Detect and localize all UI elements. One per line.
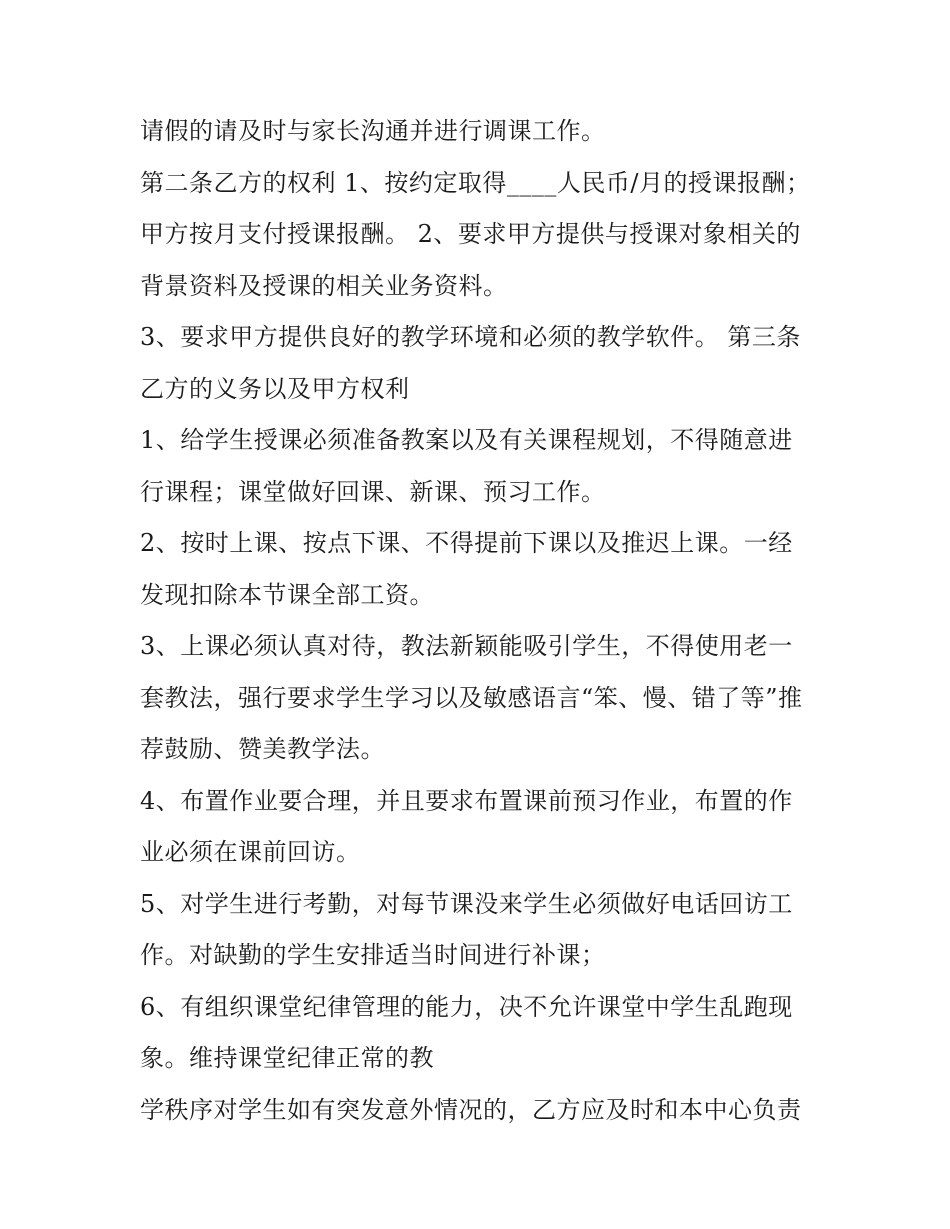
contract-text	[140, 106, 820, 1136]
text-line: 荐鼓励、赞美教学法。	[140, 735, 385, 763]
text-line: 发现扣除本节课全部工资。	[140, 580, 434, 609]
text-line: 6、有组织课堂纪律管理的能力，决不允许课堂中学生乱跑现	[140, 992, 793, 1021]
text-line: 乙方的义务以及甲方权利	[140, 374, 410, 403]
text-line: 学秩序对学生如有突发意外情况的，乙方应及时和本中心负责	[140, 1095, 802, 1124]
text-line: 套教法，强行要求学生学习以及敏感语言“笨、慢、错了等”推	[140, 683, 803, 712]
text-line: 1、给学生授课必须准备教案以及有关课程规划，不得随意进	[140, 426, 793, 454]
text-line: 2、按时上课、按点下课、不得提前下课以及推迟上课。一经	[140, 529, 793, 557]
text-line: 作。对缺勤的学生安排适当时间进行补课；	[140, 941, 606, 969]
text-line: 业必须在课前回访。	[140, 838, 361, 866]
text-line: 背景资料及授课的相关业务资料。	[140, 271, 508, 300]
text-line: 第二条乙方的权利 1、按约定取得____人民币/月的授课报酬；	[140, 168, 811, 197]
text-line: 行课程；课堂做好回课、新课、预习工作。	[140, 477, 606, 506]
text-line: 4、布置作业要合理，并且要求布置课前预习作业，布置的作	[140, 786, 793, 815]
text-line: 5、对学生进行考勤，对每节课没来学生必须做好电话回访工	[140, 889, 793, 918]
text-line: 3、上课必须认真对待，教法新颖能吸引学生，不得使用老一	[140, 632, 793, 660]
text-line: 3、要求甲方提供良好的教学环境和必须的教学软件。 第三条	[140, 323, 801, 351]
text-line: 请假的请及时与家长沟通并进行调课工作。	[140, 117, 606, 145]
text-line: 甲方按月支付授课报酬。 2、要求甲方提供与授课对象相关的	[140, 220, 801, 248]
text-line: 象。维持课堂纪律正常的教	[140, 1044, 434, 1072]
